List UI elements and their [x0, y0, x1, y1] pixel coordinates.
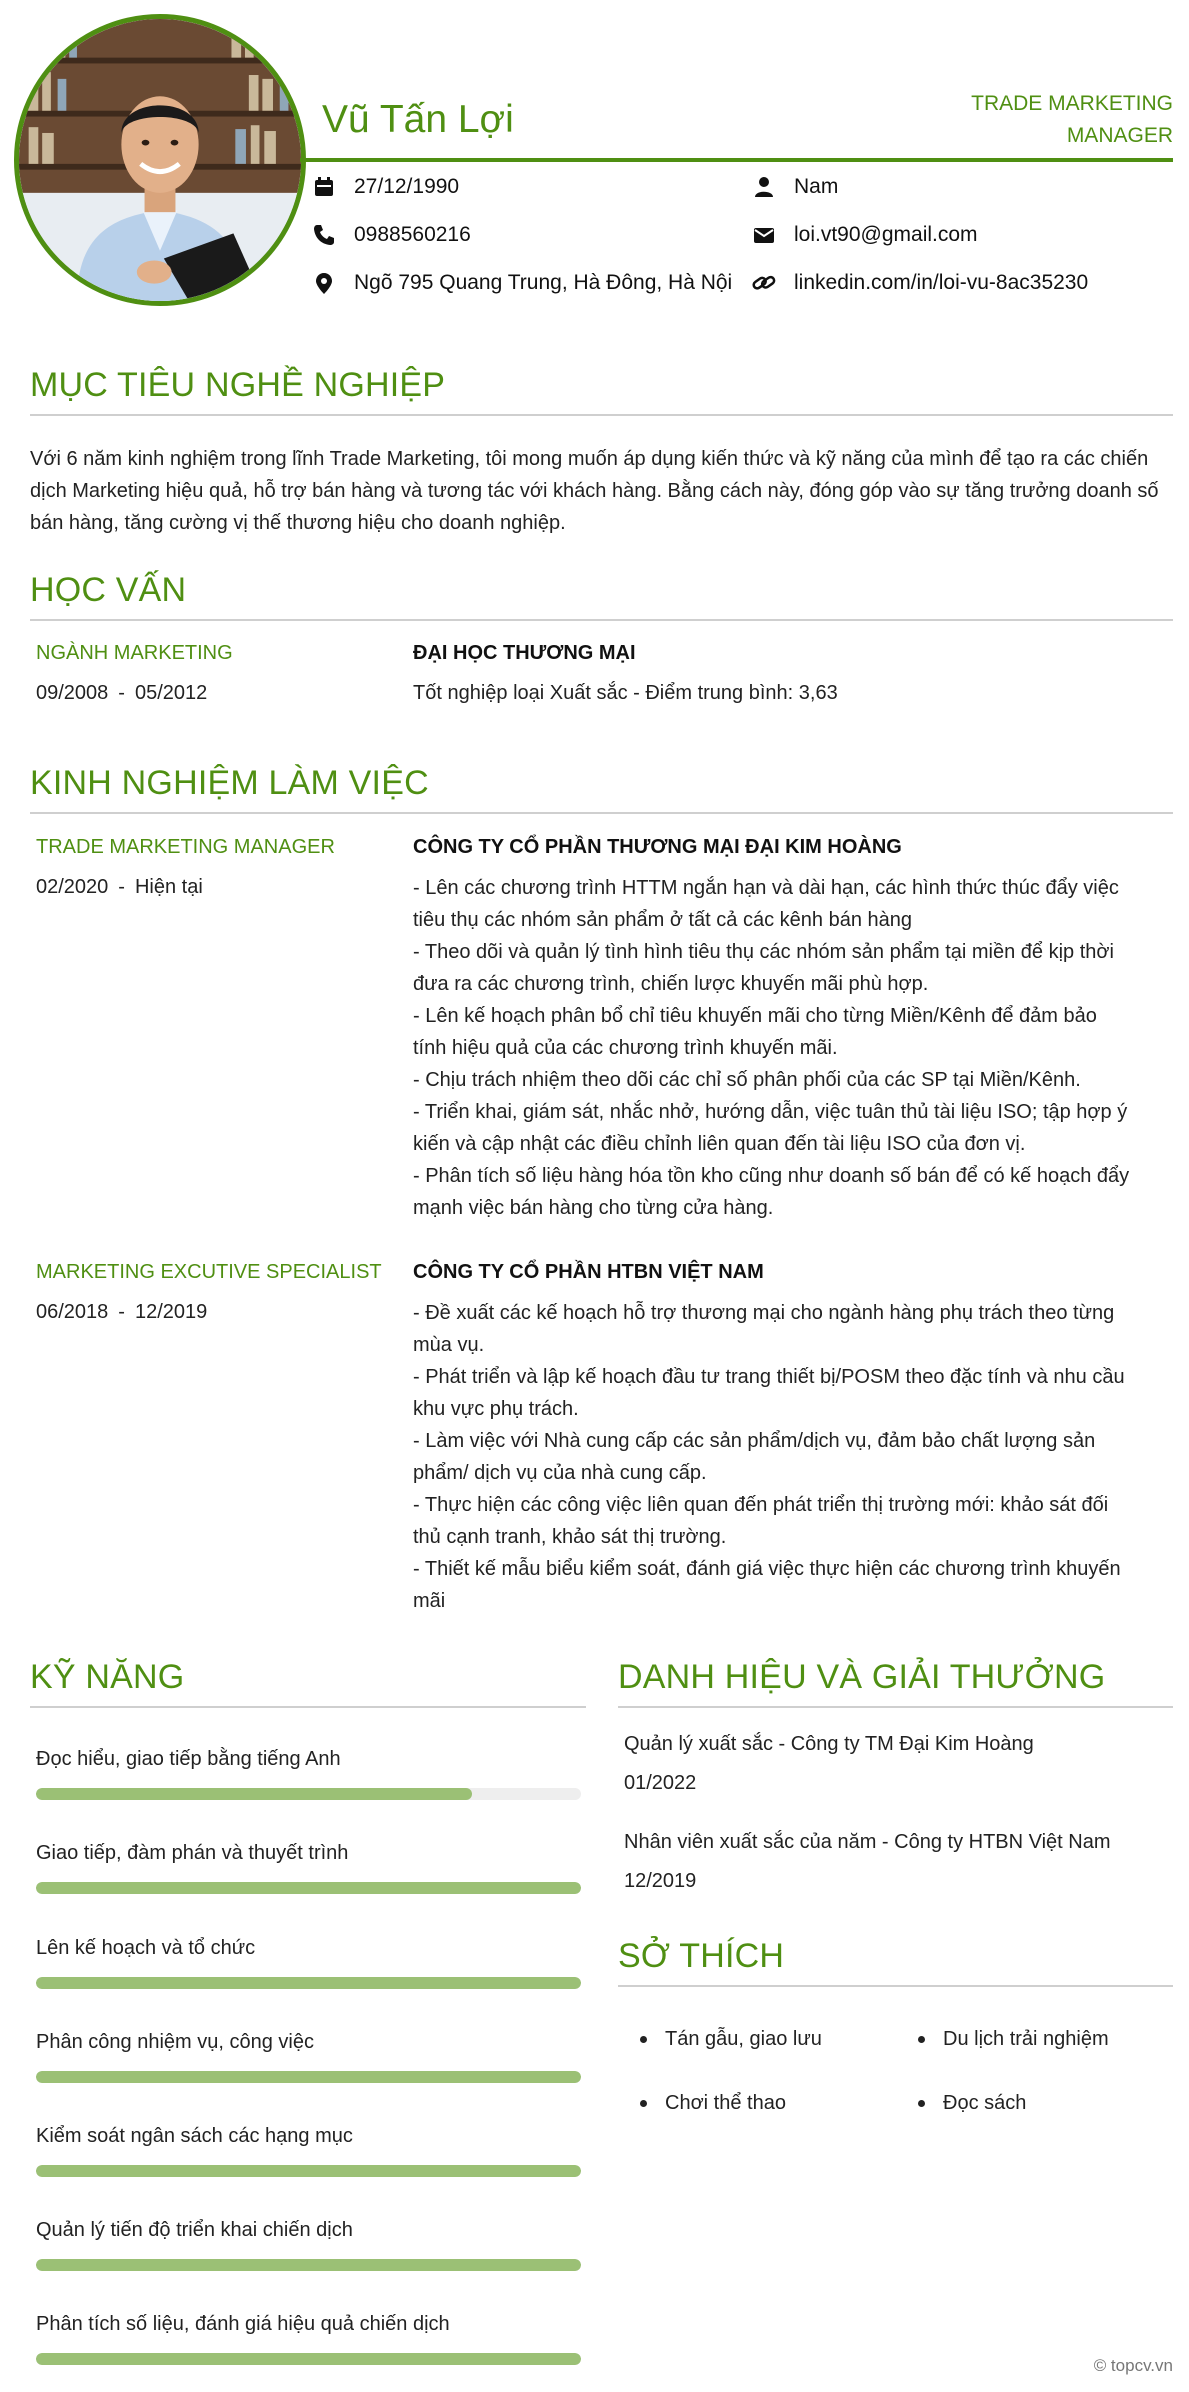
job-title: TRADE MARKETING MANAGER	[971, 92, 1173, 147]
skill-item	[36, 1842, 581, 1894]
contact-gender	[752, 175, 838, 199]
skill-bar	[36, 1882, 581, 1894]
user-icon	[752, 175, 776, 199]
education-heading: HỌC VẤN	[30, 571, 187, 609]
skill-label: Giao tiếp, đàm phán và thuyết trình	[36, 1842, 349, 1864]
skill-bar	[36, 2259, 581, 2271]
education-major: NGÀNH MARKETING	[36, 642, 233, 664]
awards-heading: DANH HIỆU VÀ GIẢI THƯỞNG	[618, 1658, 1106, 1696]
skill-bar	[36, 2071, 581, 2083]
skill-bar-fill	[36, 1882, 581, 1894]
award-name: Quản lý xuất sắc - Công ty TM Đại Kim Hoàng	[624, 1733, 1034, 1755]
education-start: 09/2008	[36, 682, 109, 704]
job-description-line: - Làm việc với Nhà cung cấp các sản phẩm/dịch vụ, đảm bảo chất lượng sản	[413, 1430, 1096, 1452]
skill-item	[36, 2125, 581, 2177]
skill-label: Phân công nhiệm vụ, công việc	[36, 2031, 314, 2053]
job-description-line: thủ cạnh tranh, khảo sát thị trường.	[413, 1526, 727, 1548]
contact-email	[752, 223, 978, 247]
contact-address	[312, 271, 732, 295]
footer-credit[interactable]: © topcv.vn	[1093, 2356, 1173, 2375]
job-role: MARKETING EXCUTIVE SPECIALIST	[36, 1261, 382, 1283]
skill-label: Đọc hiểu, giao tiếp bằng tiếng Anh	[36, 1748, 341, 1770]
hobby-label: Đọc sách	[943, 2092, 1027, 2114]
objective-text: Với 6 năm kinh nghiệm trong lĩnh Trade Marketing, tôi mong muốn áp dụng kiến thức và kỹ năng của mình để tạo ra các chiến dịch Marketing hiệu quả, hỗ trợ bán hàng và tương tác với khách hàng. Bằng cách này, đóng góp vào sự tăng trưởng doanh số bán hàng, tăng cường vị thế thương hiệu cho doanh nghiệp.	[30, 448, 1159, 534]
phone-icon	[312, 223, 336, 247]
skill-item	[36, 2313, 581, 2365]
contact-linkedin	[752, 271, 1088, 295]
job-end: 12/2019	[134, 1301, 208, 1323]
skills-divider	[30, 1706, 586, 1708]
hobby-item	[640, 2092, 786, 2115]
job-description-line: - Triển khai, giám sát, nhắc nhở, hướng dẫn, việc tuân thủ tài liệu ISO; tập hợp ý	[413, 1101, 1128, 1123]
gender-value: Nam	[794, 175, 839, 198]
hobby-item	[918, 2028, 1109, 2051]
job-description	[413, 872, 1173, 1224]
location-icon	[312, 271, 336, 295]
skill-item	[36, 2219, 581, 2271]
award-date: 01/2022	[624, 1772, 697, 1794]
hobby-item	[918, 2092, 1026, 2115]
job-description-line: - Lên các chương trình HTTM ngắn hạn và dài hạn, các hình thức thúc đẩy việc	[413, 877, 1119, 899]
job-description-line: mùa vụ.	[413, 1334, 485, 1356]
skill-bar	[36, 2165, 581, 2177]
skill-item	[36, 1748, 581, 1800]
job-dates: 06/2018 - 12/2019	[36, 1301, 208, 1323]
skills-heading: KỸ NĂNG	[30, 1658, 185, 1696]
job-dates: 02/2020 - Hiện tại	[36, 876, 203, 898]
job-description	[413, 1297, 1173, 1617]
job-description-line: - Đề xuất các kế hoạch hỗ trợ thương mại cho ngành hàng phụ trách theo từng	[413, 1302, 1115, 1324]
job-role: TRADE MARKETING MANAGER	[36, 836, 335, 858]
award-name: Nhân viên xuất sắc của năm - Công ty HTBN Việt Nam	[624, 1831, 1111, 1853]
job-description-line: tiêu thụ các nhóm sản phẩm ở tất cả các kênh bán hàng	[413, 909, 912, 931]
hobbies-heading: SỞ THÍCH	[618, 1937, 785, 1975]
skill-item	[36, 1937, 581, 1989]
education-school: ĐẠI HỌC THƯƠNG MẠI	[413, 642, 636, 664]
job-description-line: - Phân tích số liệu hàng hóa tồn kho cũng như doanh số bán để có kế hoạch đẩy	[413, 1165, 1130, 1187]
job-description-line: - Chịu trách nhiệm theo dõi các chỉ số phân phối của các SP tại Miền/Kênh.	[413, 1069, 1081, 1091]
bullet-icon	[918, 2100, 925, 2107]
hobby-label: Tán gẫu, giao lưu	[665, 2028, 822, 2050]
candidate-name: Vũ Tấn Lợi	[322, 98, 514, 141]
hobby-item	[640, 2028, 822, 2051]
education-dates: 09/2008 - 05/2012	[36, 682, 208, 704]
link-icon	[752, 271, 776, 295]
job-company: CÔNG TY CỔ PHẦN HTBN VIỆT NAM	[413, 1261, 764, 1283]
skill-bar	[36, 1788, 581, 1800]
skill-bar-fill	[36, 2071, 581, 2083]
awards-divider	[618, 1706, 1173, 1708]
education-detail: Tốt nghiệp loại Xuất sắc - Điểm trung bình: 3,63	[413, 682, 838, 704]
skill-item	[36, 2031, 581, 2083]
job-description-line: - Phát triển và lập kế hoạch đầu tư trang thiết bị/POSM theo đặc tính và nhu cầu	[413, 1366, 1125, 1388]
job-description-line: - Theo dõi và quản lý tình hình tiêu thụ các nhóm sản phẩm tại miền để kịp thời	[413, 941, 1114, 963]
email-value[interactable]: loi.vt90@gmail.com	[794, 223, 978, 246]
job-description-line: đưa ra các chương trình, chiến lược khuyến mãi phù hợp.	[413, 973, 929, 995]
header-divider	[300, 158, 1173, 162]
bullet-icon	[640, 2100, 647, 2107]
hobbies-divider	[618, 1985, 1173, 1987]
contact-phone	[312, 223, 471, 247]
skill-label: Kiểm soát ngân sách các hạng mục	[36, 2125, 353, 2147]
skill-label: Phân tích số liệu, đánh giá hiệu quả chiến dịch	[36, 2313, 450, 2335]
objective-heading: MỤC TIÊU NGHỀ NGHIỆP	[30, 366, 446, 404]
experience-divider	[30, 812, 1173, 814]
skill-bar-fill	[36, 2165, 581, 2177]
job-description-line: - Lên kế hoạch phân bổ chỉ tiêu khuyến mãi cho từng Miền/Kênh để đảm bảo	[413, 1005, 1097, 1027]
experience-heading: KINH NGHIỆM LÀM VIỆC	[30, 764, 429, 802]
mail-icon	[752, 223, 776, 247]
job-description-line: - Thực hiện các công việc liên quan đến phát triển thị trường mới: khảo sát đối	[413, 1494, 1109, 1516]
job-description-line: tính hiệu quả của các chương trình khuyến mãi.	[413, 1037, 838, 1059]
award-date: 12/2019	[624, 1870, 697, 1892]
skill-bar-fill	[36, 1977, 581, 1989]
objective-divider	[30, 414, 1173, 416]
contact-birthdate	[312, 175, 459, 199]
bullet-icon	[640, 2036, 647, 2043]
job-company: CÔNG TY CỔ PHẦN THƯƠNG MẠI ĐẠI KIM HOÀNG	[413, 836, 902, 858]
skill-bar-fill	[36, 1788, 472, 1800]
skill-bar	[36, 2353, 581, 2365]
job-description-line: mãi	[413, 1590, 446, 1612]
skill-bar-fill	[36, 2259, 581, 2271]
profile-photo	[14, 14, 306, 306]
bullet-icon	[918, 2036, 925, 2043]
education-divider	[30, 619, 1173, 621]
education-end: 05/2012	[134, 682, 208, 704]
job-description-line: khu vực phụ trách.	[413, 1398, 579, 1420]
hobby-label: Chơi thể thao	[665, 2092, 786, 2114]
phone-value[interactable]: 0988560216	[354, 223, 471, 246]
calendar-icon	[312, 175, 336, 199]
job-description-line: phẩm/ dịch vụ của nhà cung cấp.	[413, 1462, 707, 1484]
job-start: 06/2018	[36, 1301, 109, 1323]
birthdate-value: 27/12/1990	[354, 175, 460, 198]
address-value: Ngõ 795 Quang Trung, Hà Đông, Hà Nội	[354, 271, 733, 294]
job-description-line: kiến và cập nhật các điều chỉnh liên quan đến tài liệu ISO của đơn vị.	[413, 1133, 1026, 1155]
job-description-line: - Thiết kế mẫu biểu kiểm soát, đánh giá việc thực hiện các chương trình khuyến	[413, 1558, 1121, 1580]
hobby-label: Du lịch trải nghiệm	[943, 2028, 1109, 2050]
skill-label: Quản lý tiến độ triển khai chiến dịch	[36, 2219, 353, 2241]
linkedin-value[interactable]: linkedin.com/in/loi-vu-8ac35230	[794, 271, 1089, 294]
job-start: 02/2020	[36, 876, 109, 898]
skill-bar-fill	[36, 2353, 581, 2365]
skill-bar	[36, 1977, 581, 1989]
job-end: Hiện tại	[134, 876, 203, 898]
job-description-line: mạnh việc bán hàng cho từng cửa hàng.	[413, 1197, 774, 1219]
skill-label: Lên kế hoạch và tổ chức	[36, 1937, 256, 1959]
